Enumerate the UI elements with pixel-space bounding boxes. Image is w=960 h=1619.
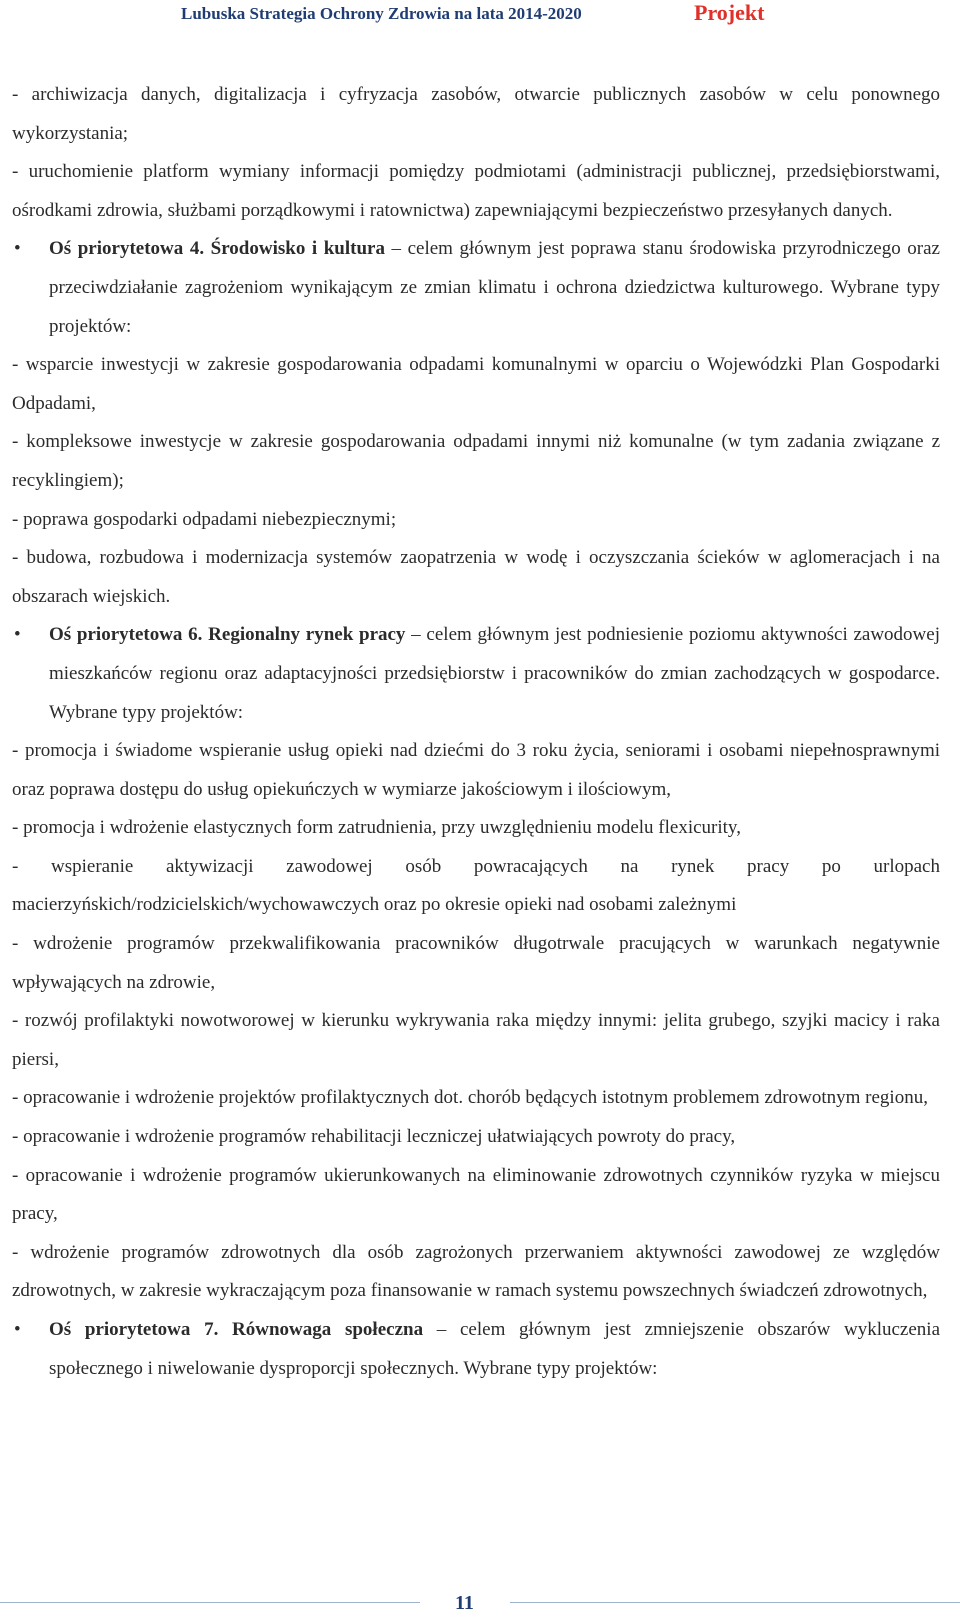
paragraph: - wspieranie aktywizacji zawodowej osób powracających na rynek pracy po urlopach macierzyńskich/rodzicielskich/wychowawczych oraz po okresie opieki nad osobami zależnymi xyxy=(12,855,940,916)
axis-title: Oś priorytetowa 4. Środowisko i kultura xyxy=(49,238,385,260)
page-footer xyxy=(0,1592,960,1619)
axis-title: Oś priorytetowa 7. Równowaga społeczna xyxy=(49,1319,424,1340)
paragraph: - opracowanie i wdrożenie programów rehabilitacji leczniczej ułatwiających powroty do pracy, xyxy=(12,1126,736,1148)
paragraph: - opracowanie i wdrożenie projektów profilaktycznych dot. chorób będących istotnym problemem zdrowotnym regionu, xyxy=(12,1087,928,1109)
paragraph: - wdrożenie programów zdrowotnych dla osób zagrożonych przerwaniem aktywności zawodowej ze względów zdrowotnych, w zakresie wykraczającym poza finansowanie w ramach systemu powszechnych świadczeń zdrowotnych, xyxy=(12,1241,940,1302)
priority-axis-7 xyxy=(12,1311,940,1388)
axis-title: Oś priorytetowa 6. Regionalny rynek pracy xyxy=(49,624,406,646)
paragraph: - wdrożenie programów przekwalifikowania pracowników długotrwale pracujących w warunkach negatywnie wpływających na zdrowie, xyxy=(12,933,940,993)
document-body xyxy=(12,76,940,1388)
footer-rule-right xyxy=(510,1602,960,1603)
axis-description: – celem głównym jest poprawa stanu środowiska przyrodniczego oraz przeciwdziałanie zagrożeniom wynikającym ze zmian klimatu i ochrona dziedzictwa kulturowego. Wybrane typy projektów: xyxy=(49,238,940,337)
paragraph: - promocja i świadome wspieranie usług opieki nad dziećmi do 3 roku życia, seniorami i osobami niepełnosprawnymi oraz poprawa dostępu do usług opiekuńczych w wymiarze jakościowym i ilościowym, xyxy=(12,740,940,800)
paragraph: - wsparcie inwestycji w zakresie gospodarowania odpadami komunalnymi w oparciu o Wojewódzki Plan Gospodarki Odpadami, xyxy=(12,354,940,414)
bullet-icon: • xyxy=(14,1319,21,1340)
paragraph: - opracowanie i wdrożenie programów ukierunkowanych na eliminowanie zdrowotnych czynników ryzyka w miejscu pracy, xyxy=(12,1164,940,1225)
page-header xyxy=(0,0,960,34)
footer-rule-left xyxy=(0,1602,420,1603)
bullet-icon: • xyxy=(14,238,21,260)
draft-badge: Projekt xyxy=(694,0,765,25)
priority-axis-4 xyxy=(12,230,940,346)
paragraph: - poprawa gospodarki odpadami niebezpiecznymi; xyxy=(12,508,397,530)
bullet-icon: • xyxy=(14,624,21,646)
paragraph: - uruchomienie platform wymiany informacji pomiędzy podmiotami (administracji publicznej, przedsiębiorstwami, ośrodkami zdrowia, służbami porządkowymi i ratownictwa) zapewniającymi bezpieczeństwo przesyłanych danych. xyxy=(12,161,940,221)
priority-axis-6 xyxy=(12,616,940,732)
paragraph: - archiwizacja danych, digitalizacja i cyfryzacja zasobów, otwarcie publicznych zasobów w celu ponownego wykorzystania; xyxy=(12,84,940,144)
axis-description: – celem głównym jest zmniejszenie obszarów wykluczenia społecznego i niwelowanie dysproporcji społecznych. Wybrane typy projektów: xyxy=(49,1319,941,1379)
paragraph: - promocja i wdrożenie elastycznych form zatrudnienia, przy uwzględnieniu modelu flexicurity, xyxy=(12,817,741,839)
paragraph: - rozwój profilaktyki nowotworowej w kierunku wykrywania raka między innymi: jelita grubego, szyjki macicy i raka piersi, xyxy=(12,1010,940,1070)
page-number: 11 xyxy=(455,1592,474,1614)
axis-description: – celem głównym jest podniesienie poziomu aktywności zawodowej mieszkańców regionu oraz adaptacyjności przedsiębiorstw i pracowników do zmian zachodzących w gospodarce. Wybrane typy projektów: xyxy=(49,624,940,723)
paragraph: - budowa, rozbudowa i modernizacja systemów zaopatrzenia w wodę i oczyszczania ścieków w aglomeracjach i na obszarach wiejskich. xyxy=(12,547,940,607)
paragraph: - kompleksowe inwestycje w zakresie gospodarowania odpadami innymi niż komunalne (w tym zadania związane z recyklingiem); xyxy=(12,431,940,491)
document-title: Lubuska Strategia Ochrony Zdrowia na lata 2014-2020 xyxy=(181,4,582,23)
